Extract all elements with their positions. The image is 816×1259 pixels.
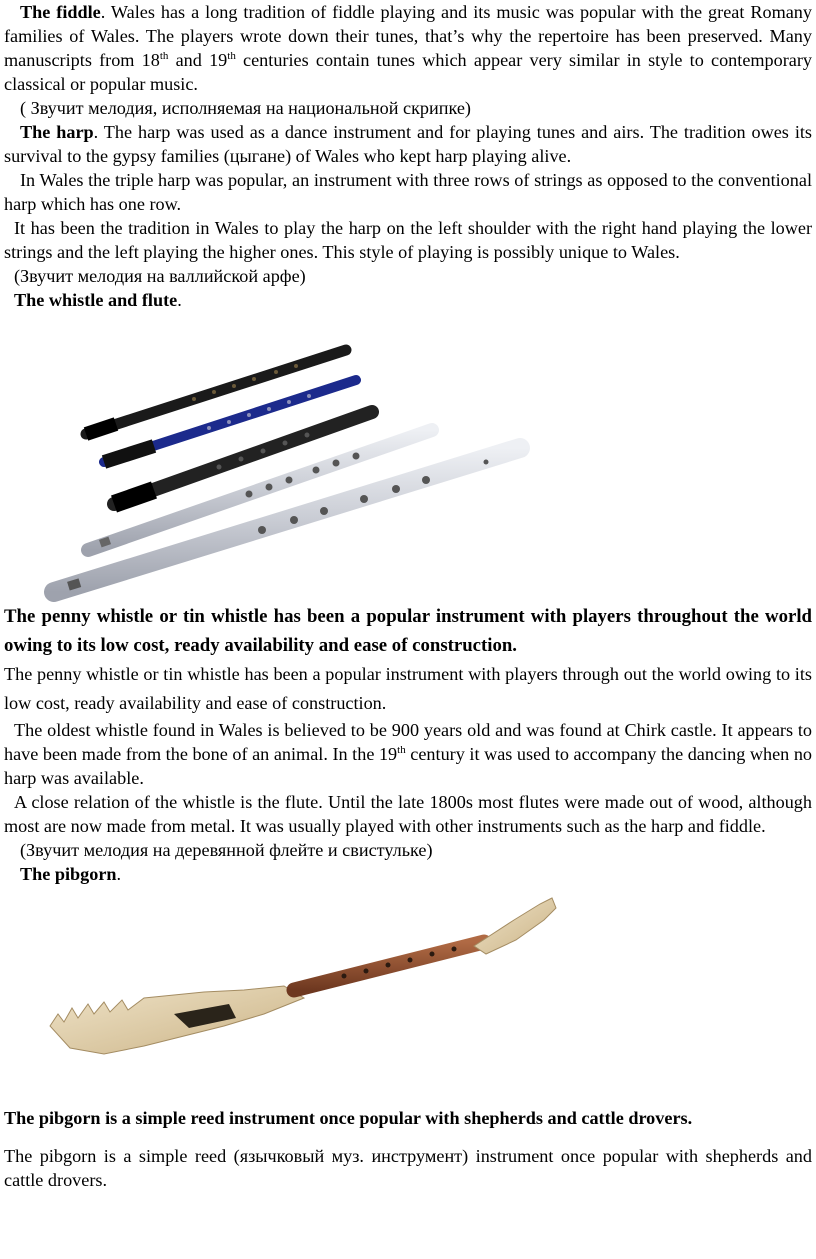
pibgorn-bell-horn [50, 986, 304, 1054]
whistle-bold-paragraph: The penny whistle or tin whistle has been a popular instrument with players throughout the world owing to its low cost, ready availability and ease of construction. [4, 606, 812, 656]
pibgorn-paragraph: The pibgorn is a simple reed (язычковый муз. инструмент) instrument once popular with shepherds and cattle drovers. [4, 1146, 812, 1190]
pibgorn-heading: The pibgorn [20, 864, 117, 884]
harp-paragraph-2: In Wales the triple harp was popular, an instrument with three rows of strings as opposed to the conventional harp which has one row. [4, 170, 812, 214]
pibgorn-image [4, 886, 812, 1106]
document-page [4, 0, 812, 1192]
pibgorn-illustration [4, 886, 812, 1106]
harp-note: (Звучит мелодия на валлийской арфе) [14, 266, 306, 286]
whistle-paragraph: The penny whistle or tin whistle has been a popular instrument with players through out the world owing to its low cost, ready availability and ease of construction. [4, 664, 812, 713]
fiddle-paragraph: The fiddle. Wales has a long tradition of fiddle playing and its music was popular with the great Romany families of Wales. The players wrote down their tunes, that’s why the repertoire has been preserved. Many manuscripts from 18th and 19th centuries contain tunes which appear very similar in style to contemporary classical or popular music. [4, 2, 813, 94]
harp-paragraph: The harp. The harp was used as a dance instrument and for playing tunes and airs. The tradition owes its survival to the gypsy families (цыгане) of Wales who kept harp playing alive. [4, 122, 812, 166]
whistle-note: (Звучит мелодия на деревянной флейте и свистульке) [20, 840, 433, 860]
whistle-paragraph-3: A close relation of the whistle is the flute. Until the late 1800s most flutes were made out of wood, although most are now made from metal. It was usually played with other instruments such as the harp and fiddle. [4, 792, 812, 836]
harp-paragraph-3: It has been the tradition in Wales to play the harp on the left shoulder with the right hand playing the lower strings and the left playing the higher ones. This style of playing is possibly unique to Wales. [4, 218, 812, 262]
fiddle-note: ( Звучит мелодия, исполняемая на национальной скрипке) [20, 98, 471, 118]
pibgorn-heading-line: The pibgorn. [20, 864, 122, 884]
harp-heading: The harp [20, 122, 94, 142]
whistle-heading-line: The whistle and flute. [14, 290, 182, 310]
whistle-paragraph-2: The oldest whistle found in Wales is believed to be 900 years old and was found at Chirk castle. It appears to have been made from the bone of an animal. In the 19th century it was used to accompany the dancing when no harp was available. [4, 720, 813, 788]
pibgorn-mouth-horn [474, 898, 556, 954]
whistle-heading: The whistle and flute [14, 290, 178, 310]
whistles-image [4, 312, 812, 602]
silver-flute [54, 448, 520, 592]
whistles-illustration [4, 312, 812, 602]
pibgorn-bold-paragraph: The pibgorn is a simple reed instrument once popular with shepherds and cattle drovers. [4, 1108, 693, 1128]
fiddle-heading: The fiddle [20, 2, 101, 22]
